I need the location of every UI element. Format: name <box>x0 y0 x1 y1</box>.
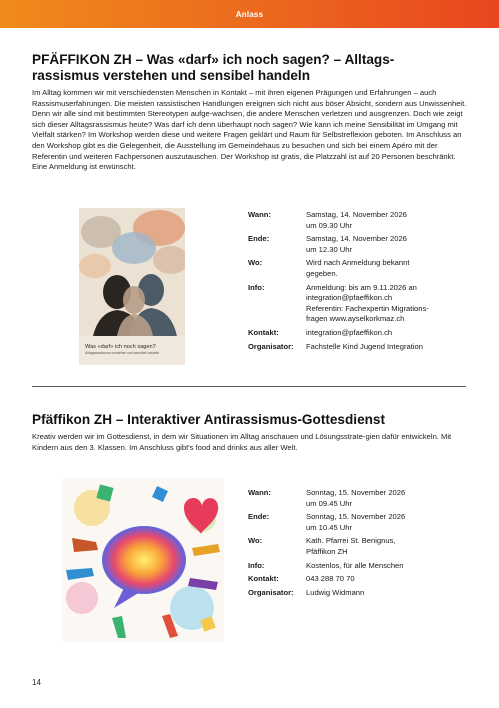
detail-label: Wann: <box>248 488 271 497</box>
detail-row-when <box>248 210 468 231</box>
detail-label: Info: <box>248 560 265 570</box>
detail-value: integration@pfaeffikon.ch <box>306 327 393 337</box>
poster-illustration <box>79 208 185 365</box>
detail-label: Kontakt: <box>248 574 279 584</box>
event-1-poster-image <box>79 208 185 365</box>
detail-value: Kostenlos, für alle Menschen <box>306 560 404 570</box>
detail-label: Wann: <box>248 210 271 219</box>
detail-label: Kontakt: <box>248 327 279 337</box>
detail-value: Sonntag, 15. November 2026 um 09.45 Uhr <box>306 488 406 508</box>
poster-caption <box>85 344 159 355</box>
event-1 <box>32 52 468 173</box>
detail-value: Anmeldung: bis am 9.11.2026 an integration@pfaeffikon.ch Referentin: Fachexpertin Migrations- fragen www.ayselkorkmaz.ch <box>306 282 429 324</box>
event-2-title: Pfäffikon ZH – Interaktiver Antirassismus-Gottesdienst <box>32 412 386 427</box>
poster-caption-subtitle: Alltagsrassismus verstehen und sensibel handeln <box>85 351 160 355</box>
event-1-description: Im Alltag kommen wir mit verschiedensten Menschen in Kontakt – mit ihren eigenen Prägungen und Erfahrungen – auch Rassismuserfahrungen. Die meisten rassistischen Handlungen ereignen sich nicht aus böser Absicht, sondern aus Unwissenheit. Denn wir alle sind mit bestimmten Stereotypen aufge-wachsen, die andere Menschen verletzen und ausgrenzen. Doch wie zeigt sich dieser Alltagsrassismus heute? Was darf ich denn überhaupt noch sagen? Wie kann ich meine Sensibilität im Umgang mit Vielfalt stärken? Im Workshop werden diese und weitere Fragen geklärt und Raum für Selbstreflexion geboten. Im Anschluss an den Workshop gibt es die Gelegenheit, die Ausstellung im Gemeindehaus zu besuchen und sich bei einem Apéro mit der Referentin und weiteren Fachpersonen auszutauschen. Der Workshop ist gratis, die Platzzahl ist auf 20 Personen beschränkt. Eine Anmeldung ist erwünscht. <box>32 88 467 172</box>
detail-value: Samstag, 14. November 2026 um 12.30 Uhr <box>306 234 407 254</box>
detail-row-when <box>248 488 468 509</box>
event-2-details <box>248 488 468 601</box>
detail-row-info <box>248 561 468 572</box>
detail-value: 043 288 70 70 <box>306 574 355 584</box>
event-1-title-line-2: rassismus verstehen und sensibel handeln <box>32 68 311 83</box>
detail-value: Samstag, 14. November 2026 um 09.30 Uhr <box>306 210 407 230</box>
event-2-description: Kreativ werden wir im Gottesdienst, in dem wir Situationen im Alltag anschauen und Lösungsstrate-gien dafür entwickeln. Mit Kindern aus den 3. Klassen. Im Anschluss gibt's food and drinks aus aller Welt. <box>32 432 452 452</box>
event-divider <box>32 386 466 387</box>
event-1-details <box>248 210 468 355</box>
event-2 <box>32 412 468 453</box>
detail-label: Wo: <box>248 258 263 268</box>
detail-label: Info: <box>248 282 265 292</box>
detail-label: Wo: <box>248 536 263 546</box>
detail-label: Organisator: <box>248 587 294 597</box>
event-2-artwork-image <box>62 478 224 642</box>
detail-value: Wird nach Anmeldung bekannt gegeben. <box>306 258 410 278</box>
event-1-title-line-1: PFÄFFIKON ZH – Was «darf» ich noch sagen? – Alltags- <box>32 52 395 67</box>
detail-value: Sonntag, 15. November 2026 um 10.45 Uhr <box>306 512 406 532</box>
detail-row-organizer <box>248 588 468 599</box>
detail-label: Organisator: <box>248 341 294 351</box>
detail-row-info <box>248 283 468 325</box>
artwork-illustration <box>62 478 224 642</box>
poster-caption-title: Was «darf» ich noch sagen? <box>85 344 156 350</box>
section-banner <box>0 0 499 28</box>
detail-row-where <box>248 258 468 279</box>
detail-row-where <box>248 536 468 557</box>
page-number: 14 <box>32 678 41 687</box>
detail-row-organizer <box>248 342 468 353</box>
detail-value: Fachstelle Kind Jugend Integration <box>306 341 423 351</box>
detail-row-contact <box>248 574 468 585</box>
detail-label: Ende: <box>248 234 270 244</box>
detail-value: Ludwig Widmann <box>306 587 365 597</box>
detail-value: Kath. Pfarrei St. Benignus, Pfäffikon ZH <box>306 536 396 556</box>
detail-row-end <box>248 512 468 533</box>
event-1-title <box>32 52 468 84</box>
detail-row-contact <box>248 328 468 339</box>
section-label: Anlass <box>235 9 264 19</box>
detail-label: Ende: <box>248 512 270 522</box>
detail-row-end <box>248 234 468 255</box>
